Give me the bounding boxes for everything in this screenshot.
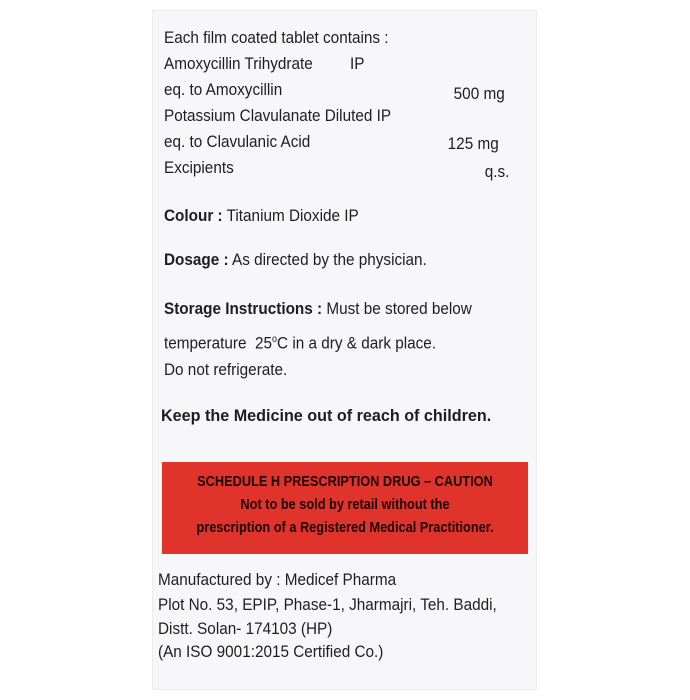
caution-line-3: prescription of a Registered Medical Practitioner. xyxy=(196,520,494,536)
storage-row-3: Do not refrigerate. xyxy=(164,360,288,379)
composition-intro: Each film coated tablet contains : xyxy=(164,28,389,47)
manufacturer-line-2: Plot No. 53, EPIP, Phase-1, Jharmajri, Teh. Baddi, xyxy=(158,595,497,614)
manufacturer-line-4: (An ISO 9001:2015 Certified Co.) xyxy=(158,642,384,661)
keep-out-of-reach-warning: Keep the Medicine out of reach of children. xyxy=(161,406,492,425)
storage-degree-mark: o xyxy=(272,334,278,345)
caution-line-2: Not to be sold by retail without the xyxy=(240,497,450,513)
storage-row-1 xyxy=(164,299,472,319)
schedule-h-caution-box xyxy=(162,462,528,554)
storage-row-2 xyxy=(164,330,436,354)
composition-amoxycillin-qty: 500 mg xyxy=(453,84,505,103)
manufacturer-line-1: Manufactured by : Medicef Pharma xyxy=(158,570,397,589)
colour-value: Titanium Dioxide IP xyxy=(226,206,359,225)
colour-row xyxy=(164,206,359,226)
composition-ip-mark: IP xyxy=(350,54,365,73)
storage-temperature-word: temperature xyxy=(164,333,247,353)
composition-excipients: Excipients xyxy=(164,158,234,177)
manufacturer-line-3: Distt. Solan- 174103 (HP) xyxy=(158,619,333,638)
storage-label: Storage Instructions : xyxy=(164,299,323,318)
storage-value-1: Must be stored below xyxy=(326,299,472,318)
dosage-value: As directed by the physician. xyxy=(232,250,427,269)
colour-label: Colour : xyxy=(164,206,223,225)
medicine-label-panel xyxy=(152,10,537,690)
composition-potassium-clavulanate: Potassium Clavulanate Diluted IP xyxy=(164,106,392,125)
dosage-row xyxy=(164,250,427,270)
composition-eq-amoxycillin: eq. to Amoxycillin xyxy=(164,80,283,99)
caution-line-1: SCHEDULE H PRESCRIPTION DRUG – CAUTION xyxy=(197,474,493,490)
composition-eq-clavulanic-acid: eq. to Clavulanic Acid xyxy=(164,132,311,151)
composition-clavulanic-qty: 125 mg xyxy=(447,134,499,153)
composition-excipients-qty: q.s. xyxy=(484,162,509,181)
dosage-label: Dosage : xyxy=(164,250,229,269)
storage-temperature-value: 25 xyxy=(255,333,273,353)
storage-temperature-rest: C in a dry & dark place. xyxy=(277,333,437,353)
composition-amoxycillin-trihydrate: Amoxycillin Trihydrate xyxy=(164,54,313,73)
